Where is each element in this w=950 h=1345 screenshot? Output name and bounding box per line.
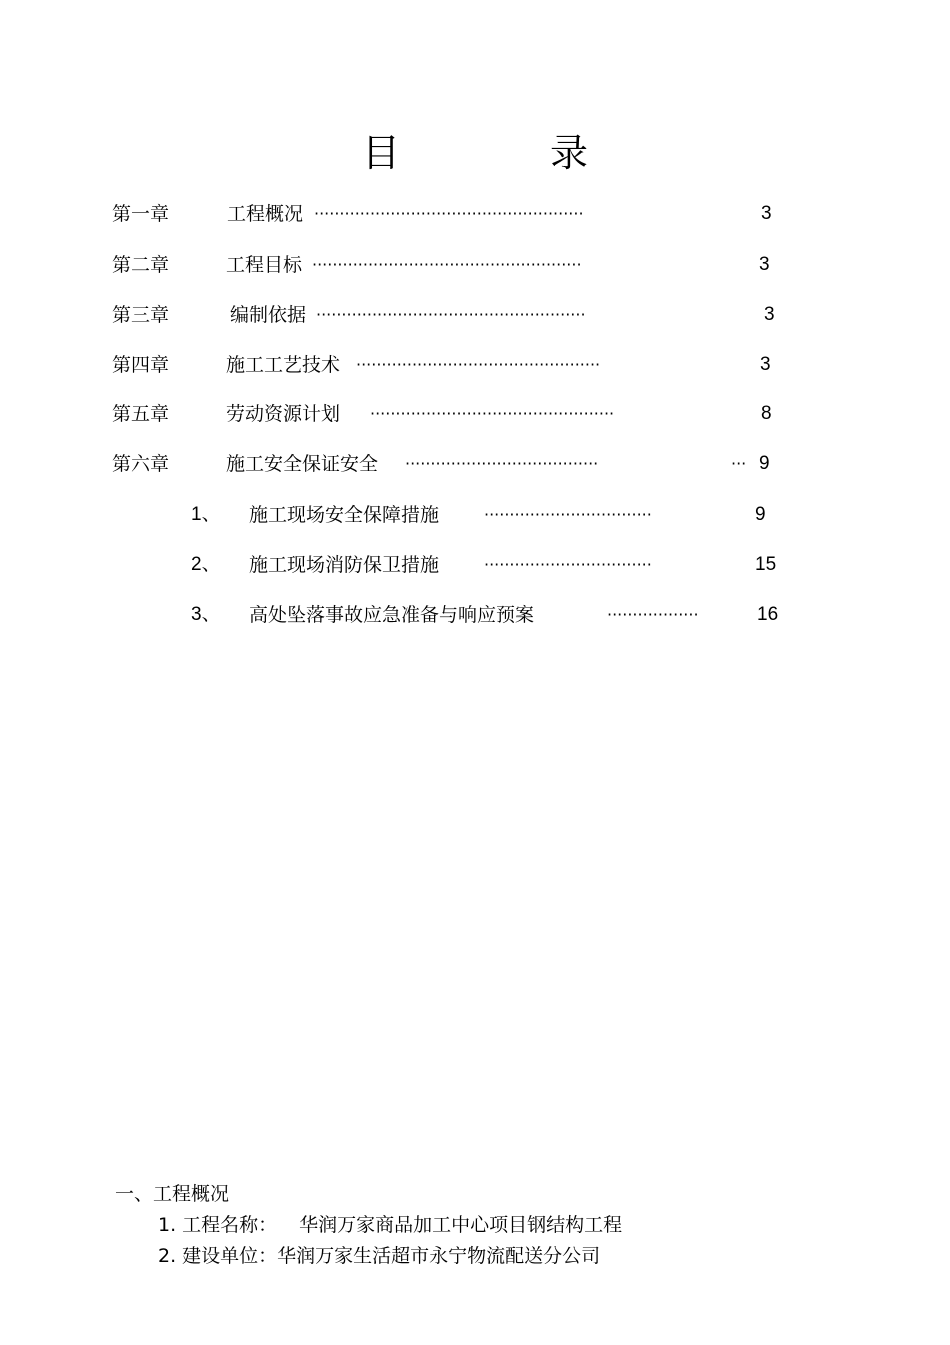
page-number: 16 (757, 604, 779, 625)
leader-dots: ················································ (370, 404, 615, 423)
toc-entry-chapter-3 (0, 300, 950, 330)
project-name-line (158, 1210, 622, 1240)
toc-entry-chapter-5 (0, 399, 950, 429)
page-number: 9 (755, 504, 766, 525)
subsection-number: 1、 (191, 504, 221, 525)
toc-entry-subsection-3 (0, 600, 950, 630)
chapter-title: 编制依据 (230, 304, 307, 326)
chapter-title: 工程概况 (227, 203, 304, 225)
chapter-number: 第四章 (112, 354, 170, 376)
toc-entry-chapter-4 (0, 350, 950, 380)
chapter-number: 第一章 (112, 203, 170, 225)
leader-dots: ················································ (356, 355, 601, 374)
leader-dots: ····················································· (312, 255, 582, 274)
toc-entry-chapter-1 (0, 199, 950, 229)
leader-dots: ································· (484, 555, 652, 574)
subsection-title: 施工现场消防保卫措施 (249, 554, 440, 576)
page-number: 3 (764, 304, 775, 325)
leader-dots-tail: ··· (731, 454, 747, 473)
field-label: 1. 工程名称： (158, 1214, 278, 1236)
subsection-number: 3、 (191, 604, 221, 625)
field-value: 华润万家生活超市永宁物流配送分公司 (277, 1245, 601, 1267)
subsection-title: 施工现场安全保障措施 (249, 504, 440, 526)
leader-dots: ····················································· (314, 204, 584, 223)
client-unit-line (158, 1241, 600, 1271)
leader-dots: ····················································· (316, 305, 586, 324)
chapter-title: 劳动资源计划 (226, 403, 341, 425)
toc-title: 目 录 (361, 131, 644, 175)
subsection-title: 高处坠落事故应急准备与响应预案 (249, 604, 535, 626)
chapter-number: 第三章 (112, 304, 170, 326)
toc-entry-chapter-2 (0, 250, 950, 280)
toc-entry-subsection-2 (0, 550, 950, 580)
page-number: 3 (761, 203, 772, 224)
section-heading: 一、工程概况 (115, 1183, 230, 1205)
chapter-number: 第二章 (112, 254, 170, 276)
toc-entry-subsection-1 (0, 500, 950, 530)
field-label: 2. 建设单位： (158, 1245, 278, 1267)
field-value: 华润万家商品加工中心项目钢结构工程 (299, 1214, 623, 1236)
toc-entry-chapter-6 (0, 449, 950, 479)
leader-dots: ······································ (405, 454, 599, 473)
chapter-title: 施工工艺技术 (226, 354, 341, 376)
leader-dots: ································· (484, 505, 652, 524)
chapter-title: 工程目标 (226, 254, 303, 276)
page-number: 8 (761, 403, 772, 424)
chapter-number: 第六章 (112, 453, 170, 475)
page-number: 3 (759, 254, 770, 275)
chapter-number: 第五章 (112, 403, 170, 425)
page-number: 9 (759, 453, 770, 474)
leader-dots: ·················· (607, 605, 699, 624)
chapter-title: 施工安全保证安全 (226, 453, 379, 475)
page-number: 15 (755, 554, 777, 575)
subsection-number: 2、 (191, 554, 221, 575)
page-number: 3 (760, 354, 771, 375)
